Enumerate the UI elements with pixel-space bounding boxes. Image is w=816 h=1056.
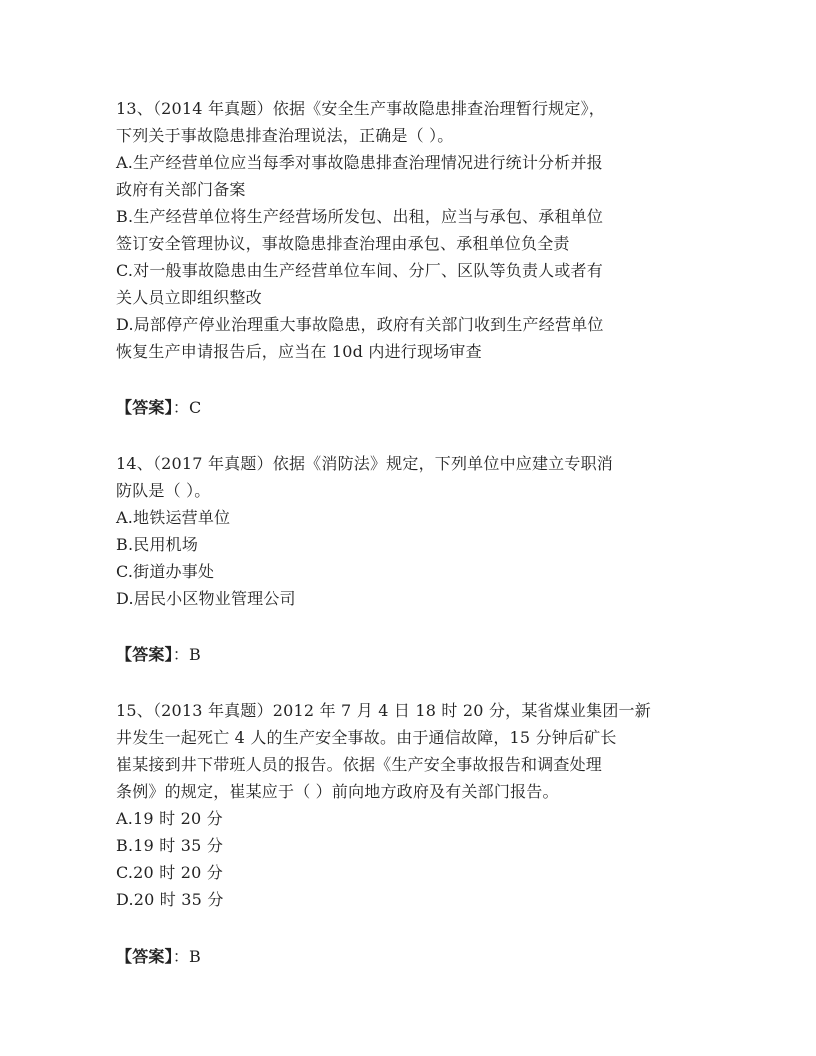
answer-value: ：B (172, 645, 201, 664)
option-line: B.19 时 35 分 (116, 836, 224, 855)
option-line: B.生产经营单位将生产经营场所发包、出租，应当与承包、承租单位 (116, 207, 604, 226)
question-stem-line: 防队是（ ）。 (116, 481, 211, 500)
option-line: D.局部停产停业治理重大事故隐患，政府有关部门收到生产经营单位 (116, 315, 604, 334)
option-line: 恢复生产申请报告后，应当在 10d 内进行现场审查 (116, 342, 482, 361)
answer-value: ：B (172, 947, 201, 966)
option-line: A.生产经营单位应当每季对事故隐患排查治理情况进行统计分析并报 (116, 153, 603, 172)
option-line: A.19 时 20 分 (116, 809, 223, 828)
question-stem-line: 井发生一起死亡 4 人的生产安全事故。由于通信故障，15 分钟后矿长 (116, 728, 617, 747)
option-line: D.居民小区物业管理公司 (116, 589, 296, 608)
question-14 (116, 450, 706, 668)
question-stem-line: 15、（2013 年真题）2012 年 7 月 4 日 18 时 20 分，某省煤业集团一新 (116, 701, 651, 720)
answer-label: 【答案】 (116, 947, 173, 966)
option-line: A.地铁运营单位 (116, 508, 231, 527)
option-line: C.对一般事故隐患由生产经营单位车间、分厂、区队等负责人或者有 (116, 261, 603, 280)
document-page (116, 95, 706, 970)
answer-line (116, 394, 706, 421)
question-15 (116, 697, 706, 970)
option-line: 关人员立即组织整改 (116, 288, 262, 307)
answer-label: 【答案】 (116, 398, 173, 417)
question-stem-line: 13、（2014 年真题）依据《安全生产事故隐患排查治理暂行规定》， (116, 99, 605, 118)
option-line: C.20 时 20 分 (116, 863, 223, 882)
question-13 (116, 95, 706, 421)
answer-value: ：C (172, 398, 202, 417)
option-line: 政府有关部门备案 (116, 180, 246, 199)
option-line: 签订安全管理协议，事故隐患排查治理由承包、承租单位负全责 (116, 234, 570, 253)
answer-line (116, 641, 706, 668)
option-line: B.民用机场 (116, 535, 199, 554)
question-stem-line: 条例》的规定，崔某应于（ ）前向地方政府及有关部门报告。 (116, 782, 559, 801)
question-stem-line: 14、（2017 年真题）依据《消防法》规定，下列单位中应建立专职消 (116, 454, 613, 473)
option-line: D.20 时 35 分 (116, 890, 224, 909)
question-stem-line: 崔某接到井下带班人员的报告。依据《生产安全事故报告和调查处理 (116, 755, 603, 774)
answer-line (116, 943, 706, 970)
option-line: C.街道办事处 (116, 562, 215, 581)
answer-label: 【答案】 (116, 645, 173, 664)
question-stem-line: 下列关于事故隐患排查治理说法，正确是（ ）。 (116, 126, 454, 145)
